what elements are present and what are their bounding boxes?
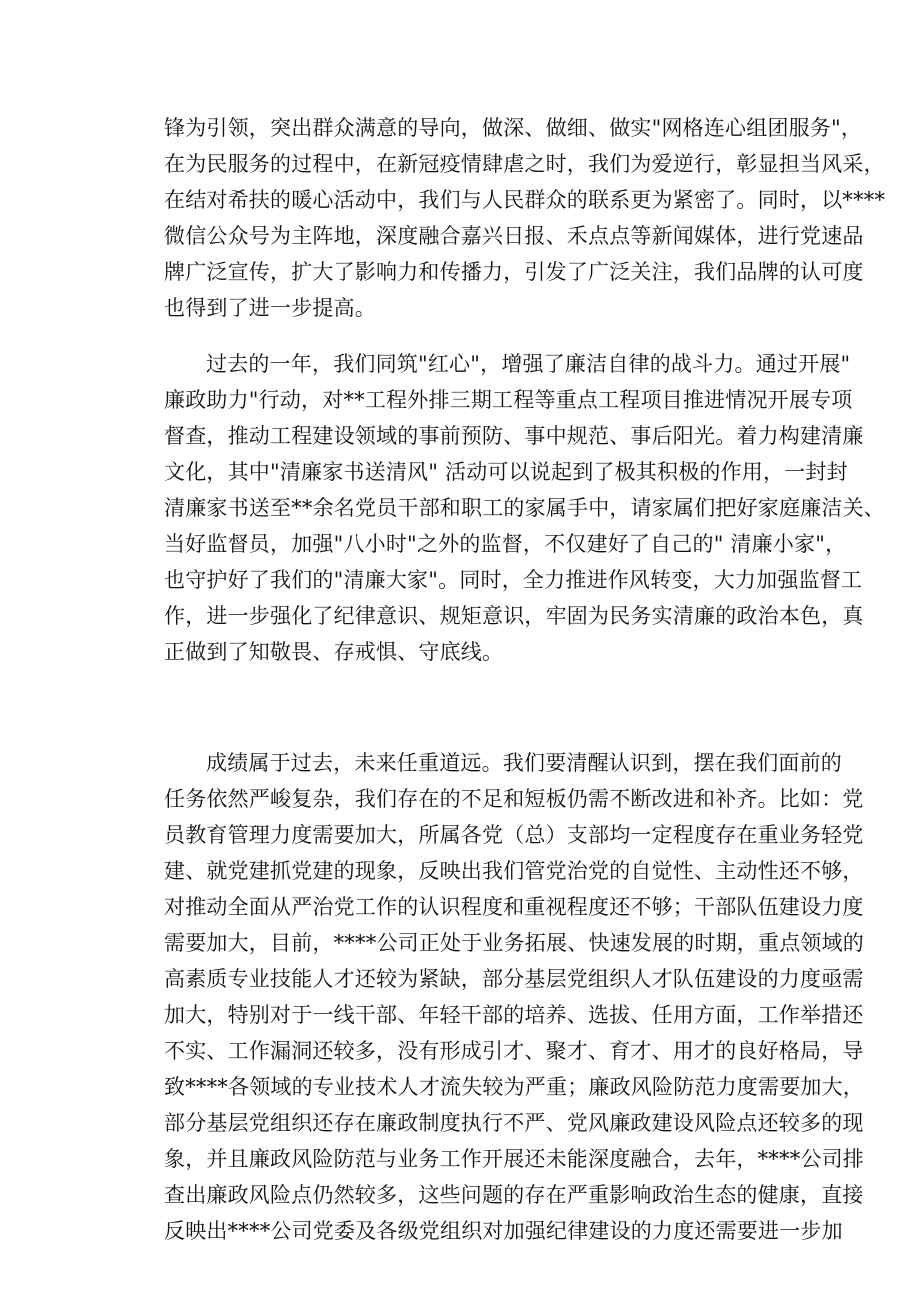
paragraph-line: 在结对希扶的暖心活动中，我们与人民群众的联系更为紧密了。同时，以**** <box>164 188 886 212</box>
paragraph-line: 过去的一年，我们同筑"红心"，增强了廉洁自律的战斗力。通过开展" <box>206 352 851 376</box>
paragraph-line: 正做到了知敬畏、存戒惧、守底线。 <box>164 640 504 664</box>
paragraph-line: 部分基层党组织还存在廉政制度执行不严、党风廉政建设风险点还较多的现 <box>164 1111 864 1135</box>
paragraph-line: 成绩属于过去，未来任重道远。我们要清醒认识到，摆在我们面前的 <box>206 751 842 775</box>
paragraph-line: 反映出****公司党委及各级党组织对加强纪律建设的力度还需要进一步加 <box>164 1219 843 1243</box>
paragraph-line: 高素质专业技能人才还较为紧缺，部分基层党组织人才队伍建设的力度亟需 <box>164 967 864 991</box>
paragraph-line: 对推动全面从严治党工作的认识程度和重视程度还不够；干部队伍建设力度 <box>164 895 864 919</box>
paragraph-line: 也守护好了我们的"清廉大家"。同时，全力推进作风转变，大力加强监督工 <box>164 568 863 592</box>
paragraph-line: 员教育管理力度需要加大，所属各党（总）支部均一定程度存在重业务轻党 <box>164 823 864 847</box>
paragraph-line: 文化，其中"清廉家书送清风" 活动可以说起到了极其积极的作用，一封封 <box>164 460 848 484</box>
paragraph-line: 致****各领域的专业技术人才流失较为严重；廉政风险防范力度需要加大， <box>164 1075 864 1099</box>
paragraph-line: 当好监督员，加强"八小时"之外的监督，不仅建好了自己的" 清廉小家"， <box>164 532 847 556</box>
paragraph-line: 微信公众号为主阵地，深度融合嘉兴日报、禾点点等新闻媒体，进行党速品 <box>164 224 864 248</box>
paragraph-line: 查出廉政风险点仍然较多，这些问题的存在严重影响政治生态的健康，直接 <box>164 1183 864 1207</box>
paragraph-line: 廉政助力"行动，对**工程外排三期工程等重点工程项目推进情况开展专项 <box>164 388 853 412</box>
paragraph-line: 锋为引领，突出群众满意的导向，做深、做细、做实"网格连心组团服务"， <box>164 116 863 140</box>
paragraph-line: 需要加大，目前，****公司正处于业务拓展、快速发展的时期，重点领域的 <box>164 931 864 955</box>
paragraph-3 <box>164 745 864 1249</box>
paragraph-line: 清廉家书送至**余名党员干部和职工的家属手中，请家属们把好家庭廉洁关、 <box>164 496 885 520</box>
paragraph-line: 加大，特别对于一线干部、年轻干部的培养、选拔、任用方面，工作举措还 <box>164 1003 864 1027</box>
paragraph-line: 任务依然严峻复杂，我们存在的不足和短板仍需不断改进和补齐。比如：党 <box>164 787 864 811</box>
paragraph-line: 牌广泛宣传，扩大了影响力和传播力，引发了广泛关注，我们品牌的认可度 <box>164 260 864 284</box>
paragraph-line: 建、就党建抓党建的现象，反映出我们管党治党的自觉性、主动性还不够， <box>164 859 864 883</box>
paragraph-line: 在为民服务的过程中，在新冠疫情肆虐之时，我们为爱逆行，彰显担当风采， <box>164 152 885 176</box>
paragraph-line: 不实、工作漏洞还较多，没有形成引才、聚才、育才、用才的良好格局，导 <box>164 1039 864 1063</box>
paragraph-line: 督查，推动工程建设领域的事前预防、事中规范、事后阳光。着力构建清廉 <box>164 424 864 448</box>
paragraph-line: 作，进一步强化了纪律意识、规矩意识，牢固为民务实清廉的政治本色，真 <box>164 604 864 628</box>
paragraph-line: 也得到了进一步提高。 <box>164 296 376 320</box>
paragraph-line: 象，并且廉政风险防范与业务工作开展还未能深度融合，去年，****公司排 <box>164 1147 864 1171</box>
paragraph-1 <box>164 110 886 326</box>
paragraph-2 <box>164 346 885 670</box>
